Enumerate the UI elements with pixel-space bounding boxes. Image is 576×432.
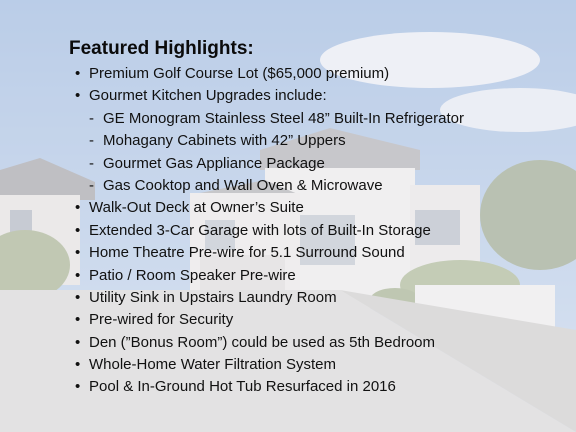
list-item: • Utility Sink in Upstairs Laundry Room: [75, 289, 337, 306]
list-item: • Premium Golf Course Lot ($65,000 premium): [75, 65, 390, 82]
list-item: • Patio / Room Speaker Pre-wire: [75, 267, 296, 284]
sub-list-item: - Gas Cooktop and Wall Oven & Microwave: [89, 177, 383, 194]
bullet-marker: •: [75, 378, 81, 395]
bullet-marker: •: [75, 289, 81, 306]
bullet-marker: •: [75, 199, 81, 216]
sub-list-item: - Mohagany Cabinets with 42” Uppers: [89, 132, 346, 149]
bullet-marker: •: [75, 87, 81, 104]
bullet-marker: •: [75, 334, 81, 351]
list-item: • Extended 3-Car Garage with lots of Built-In Storage: [75, 222, 431, 239]
bullet-marker: •: [75, 267, 81, 284]
bullet-marker: •: [75, 65, 81, 82]
bullet-marker: •: [75, 356, 81, 373]
list-item: • Den (”Bonus Room”) could be used as 5th Bedroom: [75, 334, 436, 351]
bullet-marker: •: [75, 311, 81, 328]
list-item: • Walk-Out Deck at Owner’s Suite: [75, 199, 304, 216]
dash-marker: -: [89, 110, 94, 127]
sub-list-item: - GE Monogram Stainless Steel 48” Built-In Refrigerator: [89, 110, 464, 127]
bullet-marker: •: [75, 244, 81, 261]
list-item: • Home Theatre Pre-wire for 5.1 Surround Sound: [75, 244, 405, 261]
list-item: • Pool & In-Ground Hot Tub Resurfaced in 2016: [75, 378, 396, 395]
dash-marker: -: [89, 177, 94, 194]
dash-marker: -: [89, 132, 94, 149]
slide-title: Featured Highlights:: [69, 38, 254, 59]
list-item: • Whole-Home Water Filtration System: [75, 356, 337, 373]
bullet-marker: •: [75, 222, 81, 239]
list-item: • Gourmet Kitchen Upgrades include:: [75, 87, 327, 104]
dash-marker: -: [89, 155, 94, 172]
sub-list-item: - Gourmet Gas Appliance Package: [89, 155, 325, 172]
list-item: • Pre-wired for Security: [75, 311, 234, 328]
